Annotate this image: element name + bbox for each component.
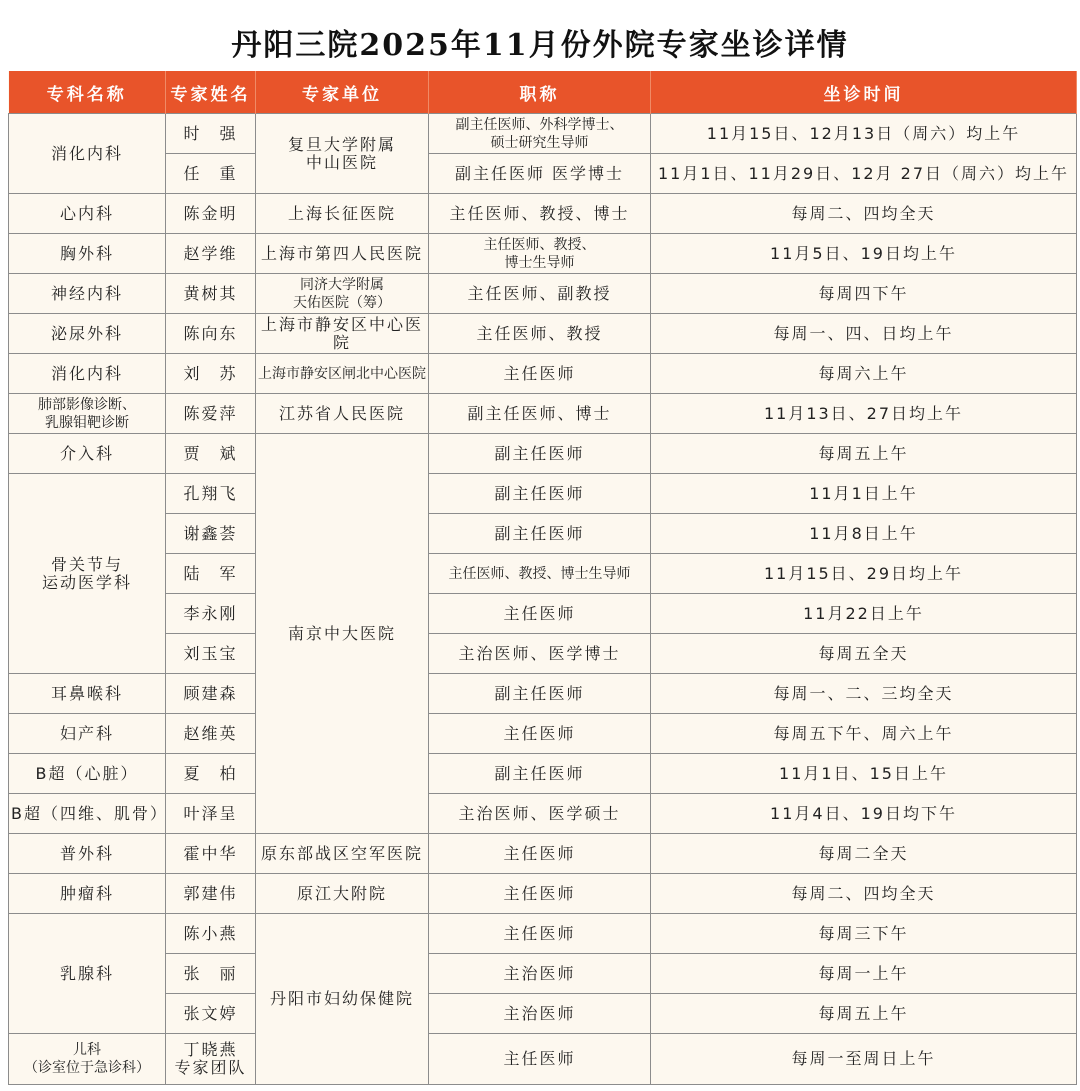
expert-name-cell: 叶泽呈 <box>166 794 256 834</box>
title-cell: 副主任医师 <box>429 474 651 514</box>
title-cell: 主任医师 <box>429 834 651 874</box>
expert-name-cell: 时 强 <box>166 114 256 154</box>
title-cell: 副主任医师、外科学博士、 硕士研究生导师 <box>429 114 651 154</box>
time-cell: 每周六上午 <box>651 354 1077 394</box>
page-title: 丹阳三院2025年11月份外院专家坐诊详情 <box>231 28 849 63</box>
dept-cell: 泌尿外科 <box>9 314 166 354</box>
schedule-table <box>8 71 1077 1085</box>
title-cell: 主治医师 <box>429 994 651 1034</box>
time-cell: 每周五下午、周六上午 <box>651 714 1077 754</box>
expert-name-cell: 任 重 <box>166 154 256 194</box>
title-cell: 主任医师 <box>429 714 651 754</box>
dept-cell: 胸外科 <box>9 234 166 274</box>
dept-cell: B超（心脏） <box>9 754 166 794</box>
title-cell: 主任医师 <box>429 914 651 954</box>
expert-name-cell: 赵维英 <box>166 714 256 754</box>
expert-name-cell: 赵学维 <box>166 234 256 274</box>
title-cell: 副主任医师 <box>429 674 651 714</box>
time-cell: 每周五全天 <box>651 634 1077 674</box>
expert-name-cell: 黄树其 <box>166 274 256 314</box>
expert-name-cell: 贾 斌 <box>166 434 256 474</box>
title-cell: 副主任医师、博士 <box>429 394 651 434</box>
time-cell: 每周五上午 <box>651 434 1077 474</box>
dept-cell: 神经内科 <box>9 274 166 314</box>
table-row <box>9 674 1077 714</box>
time-cell: 每周一上午 <box>651 954 1077 994</box>
title-cell: 主任医师 <box>429 874 651 914</box>
header-unit: 专家单位 <box>256 71 429 114</box>
unit-cell: 上海市静安区闸北中心医院 <box>256 354 429 394</box>
table-row <box>9 594 1077 634</box>
unit-cell: 上海长征医院 <box>256 194 429 234</box>
title-cell: 副主任医师 医学博士 <box>429 154 651 194</box>
title-cell: 副主任医师 <box>429 754 651 794</box>
header-time: 坐诊时间 <box>651 71 1077 114</box>
table-row <box>9 474 1077 514</box>
dept-cell: 儿科 （诊室位于急诊科） <box>9 1034 166 1085</box>
expert-name-cell: 孔翔飞 <box>166 474 256 514</box>
time-cell: 11月1日、11月29日、12月 27日（周六）均上午 <box>651 154 1077 194</box>
dept-cell: 普外科 <box>9 834 166 874</box>
title-cell: 副主任医师 <box>429 434 651 474</box>
table-row <box>9 394 1077 434</box>
unit-cell: 丹阳市妇幼保健院 <box>256 914 429 1085</box>
table-row <box>9 114 1077 154</box>
time-cell: 每周一、二、三均全天 <box>651 674 1077 714</box>
title-cell: 主任医师 <box>429 594 651 634</box>
time-cell: 11月15日、29日均上午 <box>651 554 1077 594</box>
expert-name-cell: 陈金明 <box>166 194 256 234</box>
dept-cell: 肿瘤科 <box>9 874 166 914</box>
table-row <box>9 794 1077 834</box>
time-cell: 11月22日上午 <box>651 594 1077 634</box>
table-row <box>9 874 1077 914</box>
dept-cell: 骨关节与 运动医学科 <box>9 474 166 674</box>
title-cell: 主任医师、教授、博士 <box>429 194 651 234</box>
table-row <box>9 354 1077 394</box>
expert-name-cell: 霍中华 <box>166 834 256 874</box>
time-cell: 11月4日、19日均下午 <box>651 794 1077 834</box>
expert-name-cell: 陆 军 <box>166 554 256 594</box>
title-cell: 主任医师 <box>429 1034 651 1085</box>
time-cell: 每周一、四、日均上午 <box>651 314 1077 354</box>
unit-cell: 江苏省人民医院 <box>256 394 429 434</box>
time-cell: 每周四下午 <box>651 274 1077 314</box>
table-row <box>9 194 1077 234</box>
unit-cell: 原江大附院 <box>256 874 429 914</box>
table-row <box>9 754 1077 794</box>
expert-name-cell: 陈小燕 <box>166 914 256 954</box>
title-cell: 主任医师、副教授 <box>429 274 651 314</box>
title-cell: 主任医师、教授、博士生导师 <box>429 554 651 594</box>
expert-name-cell: 谢鑫荟 <box>166 514 256 554</box>
table-row <box>9 634 1077 674</box>
table-body <box>9 114 1077 1085</box>
table-row <box>9 514 1077 554</box>
table-row <box>9 434 1077 474</box>
dept-cell: 消化内科 <box>9 354 166 394</box>
time-cell: 11月1日上午 <box>651 474 1077 514</box>
table-row <box>9 554 1077 594</box>
table-row <box>9 154 1077 194</box>
header-name: 专家姓名 <box>166 71 256 114</box>
expert-name-cell: 陈爱萍 <box>166 394 256 434</box>
expert-name-cell: 夏 柏 <box>166 754 256 794</box>
time-cell: 每周二、四均全天 <box>651 194 1077 234</box>
expert-name-cell: 陈向东 <box>166 314 256 354</box>
time-cell: 每周五上午 <box>651 994 1077 1034</box>
title-cell: 副主任医师 <box>429 514 651 554</box>
expert-name-cell: 郭建伟 <box>166 874 256 914</box>
header-title: 职称 <box>429 71 651 114</box>
table-row <box>9 994 1077 1034</box>
dept-cell: 介入科 <box>9 434 166 474</box>
time-cell: 每周三下午 <box>651 914 1077 954</box>
time-cell: 11月13日、27日均上午 <box>651 394 1077 434</box>
dept-cell: B超（四维、肌骨） <box>9 794 166 834</box>
table-row <box>9 914 1077 954</box>
unit-cell: 上海市第四人民医院 <box>256 234 429 274</box>
dept-cell: 肺部影像诊断、 乳腺钼靶诊断 <box>9 394 166 434</box>
unit-cell: 南京中大医院 <box>256 434 429 834</box>
table-row <box>9 834 1077 874</box>
table-header-row <box>9 71 1077 114</box>
dept-cell: 妇产科 <box>9 714 166 754</box>
time-cell: 11月8日上午 <box>651 514 1077 554</box>
time-cell: 11月5日、19日均上午 <box>651 234 1077 274</box>
title-cell: 主任医师 <box>429 354 651 394</box>
table-row <box>9 714 1077 754</box>
table-row <box>9 234 1077 274</box>
dept-cell: 乳腺科 <box>9 914 166 1034</box>
table-row <box>9 954 1077 994</box>
title-cell: 主治医师、医学博士 <box>429 634 651 674</box>
title-cell: 主治医师、医学硕士 <box>429 794 651 834</box>
unit-cell: 复旦大学附属 中山医院 <box>256 114 429 194</box>
expert-name-cell: 张 丽 <box>166 954 256 994</box>
unit-cell: 同济大学附属 天佑医院（筹） <box>256 274 429 314</box>
unit-cell: 原东部战区空军医院 <box>256 834 429 874</box>
dept-cell: 消化内科 <box>9 114 166 194</box>
expert-name-cell: 顾建森 <box>166 674 256 714</box>
expert-name-cell: 刘 苏 <box>166 354 256 394</box>
title-cell: 主治医师 <box>429 954 651 994</box>
time-cell: 每周二全天 <box>651 834 1077 874</box>
unit-cell: 上海市静安区中心医院 <box>256 314 429 354</box>
title-cell: 主任医师、教授、 博士生导师 <box>429 234 651 274</box>
dept-cell: 心内科 <box>9 194 166 234</box>
table-row <box>9 1034 1077 1085</box>
table-row <box>9 314 1077 354</box>
expert-name-cell: 丁晓燕 专家团队 <box>166 1034 256 1085</box>
header-dept: 专科名称 <box>9 71 166 114</box>
expert-name-cell: 李永刚 <box>166 594 256 634</box>
dept-cell: 耳鼻喉科 <box>9 674 166 714</box>
time-cell: 每周一至周日上午 <box>651 1034 1077 1085</box>
expert-name-cell: 张文婷 <box>166 994 256 1034</box>
title-cell: 主任医师、教授 <box>429 314 651 354</box>
table-row <box>9 274 1077 314</box>
expert-name-cell: 刘玉宝 <box>166 634 256 674</box>
time-cell: 11月15日、12月13日（周六）均上午 <box>651 114 1077 154</box>
time-cell: 每周二、四均全天 <box>651 874 1077 914</box>
time-cell: 11月1日、15日上午 <box>651 754 1077 794</box>
